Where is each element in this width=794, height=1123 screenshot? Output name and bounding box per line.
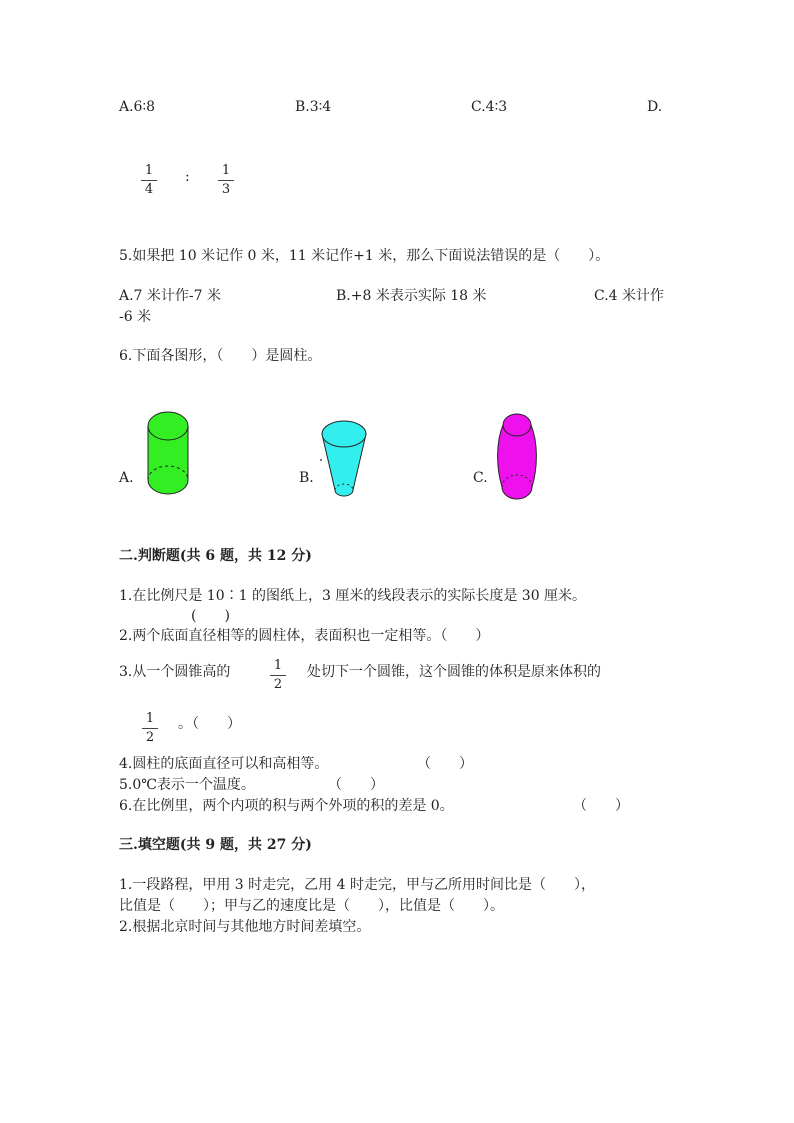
fill-q1-line-2: 比值是（ ）；甲与乙的速度比是（ ），比值是（ ）。 <box>119 898 504 914</box>
shape-a-cylinder <box>146 410 190 498</box>
option-d-fraction-left <box>141 164 157 197</box>
shape-c-barrel <box>496 412 538 502</box>
option-b: B.3∶4 <box>295 99 332 115</box>
judge-q5-answer-paren: （ ） <box>328 777 384 793</box>
question-6-option-a-label: A. <box>119 470 134 486</box>
barrel-top <box>503 414 531 436</box>
fill-q1-line-1: 1.一段路程，甲用 3 时走完，乙用 4 时走完，甲与乙所用时间比是（ ）， <box>119 877 595 893</box>
fraction-bar <box>142 728 158 729</box>
option-a: A.6∶8 <box>119 99 156 115</box>
cylinder-top <box>148 412 188 440</box>
option-d-fraction-right <box>218 164 234 197</box>
fraction-numerator: 1 <box>144 163 154 178</box>
stray-dot <box>320 459 322 461</box>
judge-q4-answer-paren: （ ） <box>417 756 473 772</box>
fraction-bar <box>218 180 234 181</box>
judge-q5: 5.0℃表示一个温度。 <box>119 777 255 793</box>
fraction-denominator: 2 <box>145 730 155 745</box>
shape-b-frustum <box>320 418 368 500</box>
judge-q2: 2.两个底面直径相等的圆柱体，表面积也一定相等。（ ） <box>119 628 490 644</box>
judge-q3-fraction-2 <box>142 712 158 745</box>
fraction-numerator: 1 <box>221 163 231 178</box>
fraction-bar <box>270 675 286 676</box>
question-6-stem: 6.下面各图形，（ ）是圆柱。 <box>119 348 322 364</box>
judge-q6: 6.在比例里，两个内项的积与两个外项的积的差是 0。 <box>119 798 454 814</box>
question-6-option-c-label: C. <box>473 470 488 486</box>
question-5-option-c-continued: -6 米 <box>119 309 152 325</box>
judge-q3-rest: 处切下一个圆锥，这个圆锥的体积是原来体积的 <box>307 664 601 680</box>
judge-q3-start: 3.从一个圆锥高的 <box>119 664 231 680</box>
judge-q4: 4.圆柱的底面直径可以和高相等。 <box>119 756 329 772</box>
fill-q2: 2.根据北京时间与其他地方时间差填空。 <box>119 919 371 935</box>
question-5-stem: 5.如果把 10 米记作 0 米，11 米记作+1 米，那么下面说法错误的是（ ）。 <box>119 248 610 264</box>
judge-q6-answer-paren: （ ） <box>573 798 629 814</box>
question-5-option-a: A.7 米计作-7 米 <box>119 288 222 304</box>
frustum-top <box>322 421 366 447</box>
section-3-title: 三.填空题(共 9 题，共 27 分) <box>119 837 312 853</box>
ratio-colon: : <box>185 169 190 185</box>
question-6-option-b-label: B. <box>299 470 314 486</box>
question-5-option-b: B.+8 米表示实际 18 米 <box>336 288 487 304</box>
fraction-bar <box>141 180 157 181</box>
question-5-option-c: C.4 米计作 <box>594 288 665 304</box>
judge-q3-end: 。（ ） <box>178 716 241 732</box>
section-2-title: 二.判断题(共 6 题，共 12 分) <box>119 548 312 564</box>
judge-q1: 1.在比例尺是 10∶1 的图纸上，3 厘米的线段表示的实际长度是 30 厘米。 <box>119 588 587 604</box>
option-d: D. <box>647 99 663 115</box>
fraction-numerator: 1 <box>273 658 283 673</box>
fraction-denominator: 2 <box>273 677 283 692</box>
judge-q3-fraction <box>270 659 286 692</box>
fraction-denominator: 4 <box>144 182 154 197</box>
option-c: C.4∶3 <box>471 99 508 115</box>
judge-q1-answer-paren: ( ) <box>191 608 230 624</box>
fraction-denominator: 3 <box>221 182 231 197</box>
fraction-numerator: 1 <box>145 711 155 726</box>
